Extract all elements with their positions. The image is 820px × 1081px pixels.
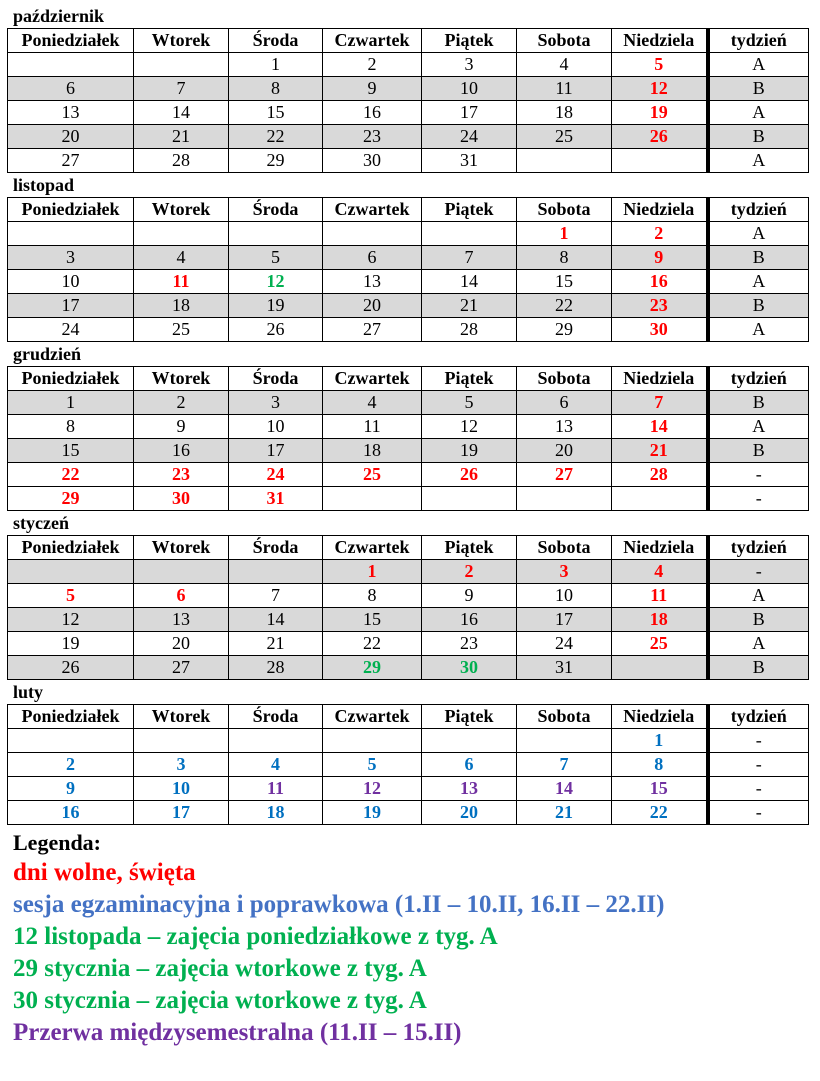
day-cell: 25 xyxy=(517,125,612,149)
week-type-cell: A xyxy=(708,415,809,439)
day-cell: 8 xyxy=(229,77,323,101)
week-type-cell: B xyxy=(708,439,809,463)
day-cell: 26 xyxy=(422,463,517,487)
day-cell xyxy=(422,487,517,511)
week-row xyxy=(8,246,809,270)
month-title: luty xyxy=(13,682,44,702)
header-cell: Środa xyxy=(229,367,323,391)
month-table xyxy=(7,366,809,511)
day-cell: 21 xyxy=(229,632,323,656)
day-cell: 27 xyxy=(8,149,134,173)
day-cell: 20 xyxy=(422,801,517,825)
day-cell: 25 xyxy=(134,318,229,342)
week-type-cell: A xyxy=(708,270,809,294)
week-row xyxy=(8,294,809,318)
week-type-cell: - xyxy=(708,487,809,511)
day-cell: 12 xyxy=(229,270,323,294)
day-cell xyxy=(323,222,422,246)
day-cell: 13 xyxy=(134,608,229,632)
day-cell: 8 xyxy=(612,753,708,777)
header-cell: Czwartek xyxy=(323,198,422,222)
week-row xyxy=(8,53,809,77)
day-cell: 14 xyxy=(134,101,229,125)
day-cell xyxy=(8,729,134,753)
day-cell: 22 xyxy=(517,294,612,318)
week-type-cell: - xyxy=(708,463,809,487)
week-row xyxy=(8,801,809,825)
header-cell: Wtorek xyxy=(134,367,229,391)
day-cell: 25 xyxy=(323,463,422,487)
week-type-cell: A xyxy=(708,222,809,246)
week-row xyxy=(8,632,809,656)
day-cell: 22 xyxy=(612,801,708,825)
day-cell: 15 xyxy=(229,101,323,125)
header-cell: Czwartek xyxy=(323,367,422,391)
day-cell xyxy=(134,53,229,77)
day-cell: 19 xyxy=(612,101,708,125)
day-cell: 9 xyxy=(134,415,229,439)
header-cell: Środa xyxy=(229,536,323,560)
week-row xyxy=(8,149,809,173)
day-cell: 17 xyxy=(134,801,229,825)
week-row xyxy=(8,270,809,294)
week-type-cell: A xyxy=(708,53,809,77)
week-row xyxy=(8,777,809,801)
day-cell: 6 xyxy=(134,584,229,608)
day-cell xyxy=(134,560,229,584)
week-row xyxy=(8,125,809,149)
day-cell: 9 xyxy=(422,584,517,608)
header-row xyxy=(8,536,809,560)
day-cell: 14 xyxy=(612,415,708,439)
day-cell: 31 xyxy=(229,487,323,511)
month-table xyxy=(7,28,809,173)
header-row xyxy=(8,198,809,222)
day-cell: 2 xyxy=(612,222,708,246)
month-table xyxy=(7,535,809,680)
day-cell: 1 xyxy=(323,560,422,584)
week-row xyxy=(8,729,809,753)
day-cell: 10 xyxy=(8,270,134,294)
day-cell: 23 xyxy=(323,125,422,149)
legend-item: 12 listopada – zajęcia poniedziałkowe z tyg. A xyxy=(13,923,498,950)
day-cell: 9 xyxy=(612,246,708,270)
header-cell: Wtorek xyxy=(134,29,229,53)
day-cell: 27 xyxy=(517,463,612,487)
day-cell: 30 xyxy=(323,149,422,173)
day-cell: 23 xyxy=(422,632,517,656)
day-cell: 1 xyxy=(517,222,612,246)
day-cell: 22 xyxy=(8,463,134,487)
month-table xyxy=(7,704,809,825)
day-cell: 29 xyxy=(8,487,134,511)
day-cell: 13 xyxy=(323,270,422,294)
day-cell: 10 xyxy=(422,77,517,101)
day-cell: 10 xyxy=(229,415,323,439)
day-cell: 21 xyxy=(134,125,229,149)
day-cell: 11 xyxy=(323,415,422,439)
week-type-cell: - xyxy=(708,777,809,801)
legend-items xyxy=(13,857,809,1049)
legend-item: sesja egzaminacyjna i poprawkowa (1.II – 10.II, 16.II – 22.II) xyxy=(13,891,665,918)
day-cell: 12 xyxy=(8,608,134,632)
day-cell: 19 xyxy=(8,632,134,656)
week-row xyxy=(8,487,809,511)
header-cell: Piątek xyxy=(422,198,517,222)
week-row xyxy=(8,656,809,680)
day-cell: 28 xyxy=(612,463,708,487)
day-cell: 2 xyxy=(323,53,422,77)
day-cell: 14 xyxy=(229,608,323,632)
day-cell xyxy=(8,560,134,584)
header-cell: Poniedziałek xyxy=(8,367,134,391)
week-row xyxy=(8,439,809,463)
week-type-cell: B xyxy=(708,246,809,270)
day-cell: 19 xyxy=(229,294,323,318)
day-cell: 5 xyxy=(229,246,323,270)
header-cell: tydzień xyxy=(708,367,809,391)
header-row xyxy=(8,705,809,729)
week-type-cell: B xyxy=(708,656,809,680)
day-cell: 7 xyxy=(134,77,229,101)
day-cell: 18 xyxy=(612,608,708,632)
day-cell: 21 xyxy=(422,294,517,318)
week-type-cell: B xyxy=(708,391,809,415)
week-row xyxy=(8,101,809,125)
day-cell: 7 xyxy=(517,753,612,777)
day-cell: 3 xyxy=(229,391,323,415)
day-cell: 28 xyxy=(229,656,323,680)
day-cell xyxy=(422,222,517,246)
day-cell: 18 xyxy=(323,439,422,463)
week-type-cell: A xyxy=(708,318,809,342)
day-cell: 26 xyxy=(612,125,708,149)
day-cell: 19 xyxy=(323,801,422,825)
week-row xyxy=(8,222,809,246)
month-table xyxy=(7,197,809,342)
day-cell: 10 xyxy=(517,584,612,608)
month-title: grudzień xyxy=(13,344,82,364)
header-cell: Środa xyxy=(229,29,323,53)
day-cell: 16 xyxy=(8,801,134,825)
day-cell: 24 xyxy=(517,632,612,656)
day-cell: 3 xyxy=(422,53,517,77)
day-cell: 26 xyxy=(8,656,134,680)
header-cell: Czwartek xyxy=(323,536,422,560)
header-cell: Czwartek xyxy=(323,705,422,729)
day-cell: 2 xyxy=(422,560,517,584)
day-cell xyxy=(612,149,708,173)
day-cell: 18 xyxy=(229,801,323,825)
week-row xyxy=(8,318,809,342)
day-cell: 19 xyxy=(422,439,517,463)
day-cell: 15 xyxy=(612,777,708,801)
day-cell: 7 xyxy=(422,246,517,270)
header-cell: tydzień xyxy=(708,536,809,560)
header-row xyxy=(8,29,809,53)
header-cell: Niedziela xyxy=(612,367,708,391)
day-cell xyxy=(8,222,134,246)
day-cell xyxy=(134,729,229,753)
day-cell: 30 xyxy=(134,487,229,511)
day-cell: 3 xyxy=(8,246,134,270)
legend-item: 29 stycznia – zajęcia wtorkowe z tyg. A xyxy=(13,955,427,982)
day-cell: 18 xyxy=(134,294,229,318)
day-cell: 5 xyxy=(612,53,708,77)
day-cell: 6 xyxy=(517,391,612,415)
month-title: styczeń xyxy=(13,513,69,533)
header-cell: Wtorek xyxy=(134,536,229,560)
day-cell: 16 xyxy=(134,439,229,463)
week-row xyxy=(8,753,809,777)
header-cell: Środa xyxy=(229,705,323,729)
day-cell: 17 xyxy=(517,608,612,632)
day-cell: 25 xyxy=(612,632,708,656)
day-cell: 20 xyxy=(8,125,134,149)
day-cell: 6 xyxy=(8,77,134,101)
day-cell xyxy=(517,149,612,173)
day-cell: 17 xyxy=(422,101,517,125)
week-row xyxy=(8,608,809,632)
calendar-document xyxy=(7,4,809,1049)
header-cell: tydzień xyxy=(708,705,809,729)
day-cell: 21 xyxy=(517,801,612,825)
header-cell: Wtorek xyxy=(134,705,229,729)
legend xyxy=(7,829,809,1049)
day-cell: 4 xyxy=(612,560,708,584)
day-cell xyxy=(612,487,708,511)
week-type-cell: B xyxy=(708,608,809,632)
day-cell: 27 xyxy=(134,656,229,680)
header-cell: Wtorek xyxy=(134,198,229,222)
day-cell xyxy=(229,560,323,584)
day-cell: 28 xyxy=(422,318,517,342)
day-cell: 13 xyxy=(8,101,134,125)
day-cell: 14 xyxy=(422,270,517,294)
day-cell: 17 xyxy=(229,439,323,463)
day-cell: 30 xyxy=(422,656,517,680)
week-type-cell: - xyxy=(708,801,809,825)
day-cell: 5 xyxy=(422,391,517,415)
week-type-cell: A xyxy=(708,101,809,125)
header-cell: Sobota xyxy=(517,705,612,729)
header-cell: Niedziela xyxy=(612,29,708,53)
day-cell: 17 xyxy=(8,294,134,318)
day-cell: 8 xyxy=(323,584,422,608)
day-cell: 22 xyxy=(229,125,323,149)
header-cell: Sobota xyxy=(517,367,612,391)
day-cell: 28 xyxy=(134,149,229,173)
day-cell: 1 xyxy=(612,729,708,753)
day-cell: 6 xyxy=(422,753,517,777)
day-cell: 27 xyxy=(323,318,422,342)
header-cell: Piątek xyxy=(422,536,517,560)
header-cell: tydzień xyxy=(708,29,809,53)
day-cell: 29 xyxy=(229,149,323,173)
months-container xyxy=(7,4,809,825)
day-cell: 12 xyxy=(422,415,517,439)
week-row xyxy=(8,415,809,439)
day-cell: 5 xyxy=(323,753,422,777)
day-cell xyxy=(229,222,323,246)
day-cell: 5 xyxy=(8,584,134,608)
day-cell xyxy=(517,487,612,511)
day-cell: 1 xyxy=(8,391,134,415)
day-cell: 22 xyxy=(323,632,422,656)
day-cell xyxy=(517,729,612,753)
day-cell: 20 xyxy=(134,632,229,656)
day-cell: 15 xyxy=(517,270,612,294)
day-cell: 11 xyxy=(229,777,323,801)
header-cell: Poniedziałek xyxy=(8,536,134,560)
day-cell xyxy=(612,656,708,680)
header-cell: Czwartek xyxy=(323,29,422,53)
header-cell: Poniedziałek xyxy=(8,29,134,53)
day-cell: 8 xyxy=(8,415,134,439)
header-cell: Piątek xyxy=(422,705,517,729)
day-cell: 9 xyxy=(323,77,422,101)
header-cell: Piątek xyxy=(422,29,517,53)
day-cell: 11 xyxy=(134,270,229,294)
month-title: listopad xyxy=(13,175,75,195)
day-cell: 4 xyxy=(229,753,323,777)
day-cell: 31 xyxy=(422,149,517,173)
day-cell: 1 xyxy=(229,53,323,77)
header-cell: tydzień xyxy=(708,198,809,222)
header-cell: Poniedziałek xyxy=(8,198,134,222)
day-cell: 16 xyxy=(422,608,517,632)
day-cell: 16 xyxy=(612,270,708,294)
week-type-cell: B xyxy=(708,125,809,149)
header-cell: Niedziela xyxy=(612,198,708,222)
day-cell: 21 xyxy=(612,439,708,463)
day-cell: 3 xyxy=(517,560,612,584)
day-cell: 24 xyxy=(8,318,134,342)
day-cell: 11 xyxy=(612,584,708,608)
day-cell: 26 xyxy=(229,318,323,342)
day-cell: 9 xyxy=(8,777,134,801)
day-cell: 29 xyxy=(517,318,612,342)
day-cell: 12 xyxy=(323,777,422,801)
day-cell: 8 xyxy=(517,246,612,270)
header-cell: Środa xyxy=(229,198,323,222)
header-cell: Poniedziałek xyxy=(8,705,134,729)
day-cell: 23 xyxy=(134,463,229,487)
legend-item: dni wolne, święta xyxy=(13,859,196,886)
header-row xyxy=(8,367,809,391)
week-type-cell: A xyxy=(708,584,809,608)
day-cell: 4 xyxy=(323,391,422,415)
week-type-cell: B xyxy=(708,77,809,101)
week-type-cell: B xyxy=(708,294,809,318)
week-type-cell: - xyxy=(708,753,809,777)
day-cell xyxy=(422,729,517,753)
day-cell: 6 xyxy=(323,246,422,270)
day-cell: 14 xyxy=(517,777,612,801)
week-type-cell: A xyxy=(708,149,809,173)
day-cell: 24 xyxy=(229,463,323,487)
header-cell: Piątek xyxy=(422,367,517,391)
header-cell: Niedziela xyxy=(612,705,708,729)
day-cell: 12 xyxy=(612,77,708,101)
day-cell: 4 xyxy=(517,53,612,77)
day-cell xyxy=(323,729,422,753)
day-cell: 13 xyxy=(422,777,517,801)
week-row xyxy=(8,463,809,487)
day-cell: 10 xyxy=(134,777,229,801)
week-row xyxy=(8,391,809,415)
day-cell: 23 xyxy=(612,294,708,318)
legend-title: Legenda: xyxy=(13,830,101,855)
day-cell: 30 xyxy=(612,318,708,342)
day-cell: 31 xyxy=(517,656,612,680)
day-cell xyxy=(8,53,134,77)
legend-item: Przerwa międzysemestralna (11.II – 15.II) xyxy=(13,1019,462,1046)
day-cell: 20 xyxy=(517,439,612,463)
day-cell: 2 xyxy=(134,391,229,415)
month-title: październik xyxy=(13,6,105,26)
week-type-cell: A xyxy=(708,632,809,656)
legend-item: 30 stycznia – zajęcia wtorkowe z tyg. A xyxy=(13,987,427,1014)
day-cell: 3 xyxy=(134,753,229,777)
day-cell xyxy=(134,222,229,246)
week-row xyxy=(8,584,809,608)
header-cell: Sobota xyxy=(517,29,612,53)
day-cell: 29 xyxy=(323,656,422,680)
day-cell: 7 xyxy=(612,391,708,415)
week-row xyxy=(8,77,809,101)
day-cell xyxy=(323,487,422,511)
day-cell: 15 xyxy=(8,439,134,463)
day-cell: 7 xyxy=(229,584,323,608)
day-cell: 16 xyxy=(323,101,422,125)
day-cell: 24 xyxy=(422,125,517,149)
day-cell: 11 xyxy=(517,77,612,101)
day-cell: 2 xyxy=(8,753,134,777)
week-type-cell: - xyxy=(708,560,809,584)
header-cell: Sobota xyxy=(517,536,612,560)
day-cell: 15 xyxy=(323,608,422,632)
week-row xyxy=(8,560,809,584)
header-cell: Niedziela xyxy=(612,536,708,560)
day-cell: 13 xyxy=(517,415,612,439)
day-cell xyxy=(229,729,323,753)
week-type-cell: - xyxy=(708,729,809,753)
day-cell: 4 xyxy=(134,246,229,270)
day-cell: 20 xyxy=(323,294,422,318)
day-cell: 18 xyxy=(517,101,612,125)
header-cell: Sobota xyxy=(517,198,612,222)
